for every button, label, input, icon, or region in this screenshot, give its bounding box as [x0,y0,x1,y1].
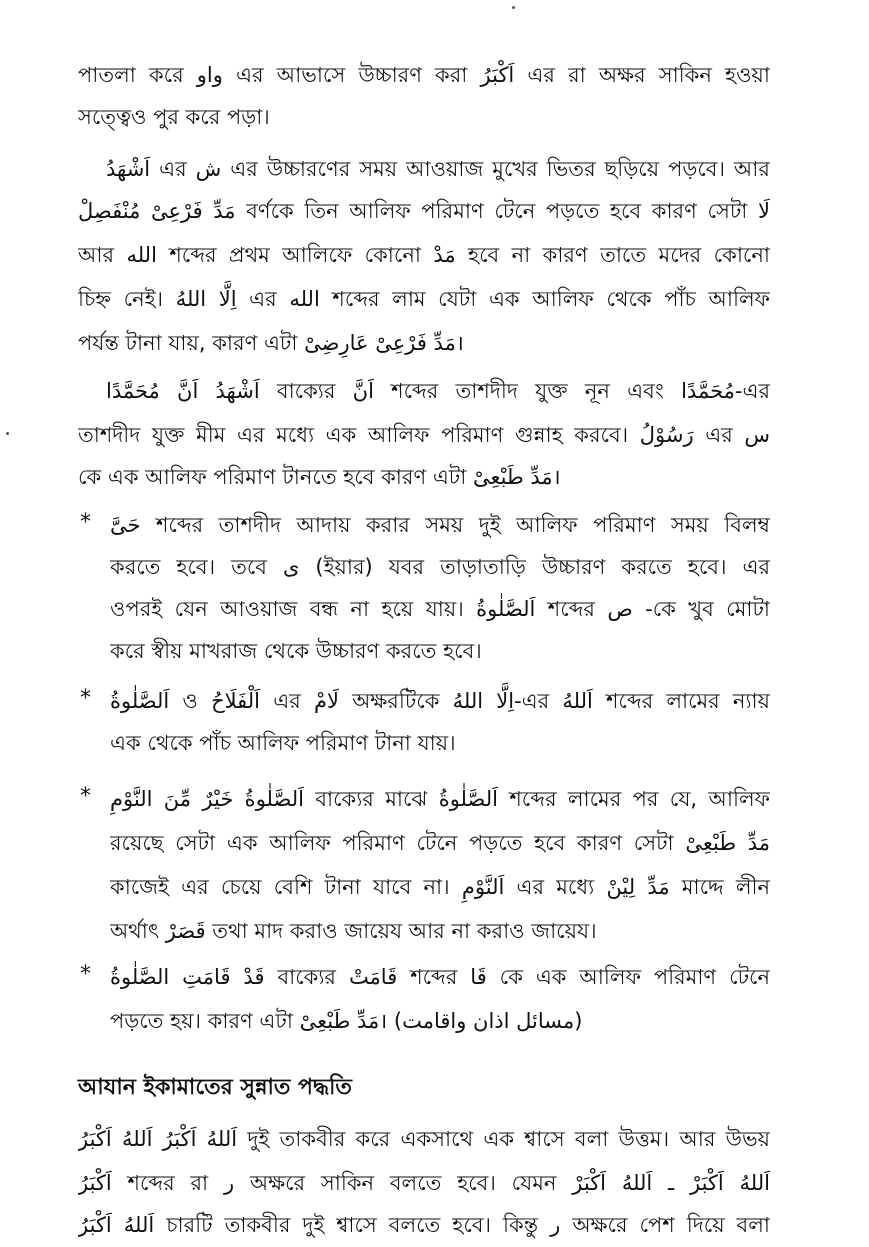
paragraph-line: اَشْهَدُ اَنَّ مُحَمَّدًا বাক্যের اَنَّ শব্দের তাশদীদ যুক্ত নূন এবং مُحَمَّدًا-এর [106,379,770,403]
bullet-marker: * [80,510,91,535]
bullet-line: ওপরই যেন আওয়াজ বন্ধ না হয়ে যায়। اَلصَّلٰوةُ শব্দের ص -কে খুব মোটা [110,597,770,621]
paragraph-line: তাশদীদ যুক্ত মীম এর মধ্যে এক আলিফ পরিমাণ গুন্নাহ করবে। رَسُوْلُ এর س [78,423,770,447]
bullet-marker: * [80,784,91,809]
bullet-line: অর্থাৎ قَصَرْ তথা মাদ করাও জায়েয আর না করাও জায়েয। [110,919,597,943]
bullet-line: করতে হবে। তবে ى (ইয়ার) যবর তাড়াতাড়ি উচ্চারণ করতে হবে। এর [110,555,770,579]
bullet-line: اَلصَّلٰوةُ خَيْرٌ مِّنَ النَّوْمِ বাক্যের মাঝে اَلصَّلٰوةُ শব্দের লামের পর যে, আলিফ [110,787,770,811]
paragraph-line: اَشْهَدُ এর ش এর উচ্চারণের সময় আওয়াজ মুখের ভিতর ছড়িয়ে পড়বে। আর [106,157,770,181]
paragraph-line: পাতলা করে واو এর আভাসে উচ্চারণ করা اَكْبَرُ এর রা অক্ষর সাকিন হওয়া [78,63,770,87]
bullet-line: اَلصَّلٰوةُ ও اَلْفَلَاحُ এর لَامْ অক্ষরটিকে اِلَّا اللهُ-এর اَللهُ শব্দের লামের ন্যায় [110,689,770,713]
section-heading: আযান ইকামাতের সুন্নাত পদ্ধতি [78,1075,352,1100]
bullet-line: حَىَّ শব্দের তাশদীদ আদায় করার সময় দুই আলিফ পরিমাণ সময় বিলম্ব [110,513,770,537]
paragraph-line: সত্ত্বেও পুর করে পড়া। [78,105,270,129]
paragraph-line: اَللهُ اَكْبَرُ চারটি তাকবীর দুই শ্বাসে বলতে হবে। কিন্তু ر অক্ষরে পেশ দিয়ে বলা [78,1213,770,1237]
bullet-marker: * [80,962,91,987]
page-speck [512,6,515,9]
paragraph-line: চিহ্ন নেই। اِلَّا اللهُ এর الله শব্দের লাম যেটা এক আলিফ থেকে পাঁচ আলিফ [78,287,770,311]
paragraph-line: আর الله শব্দের প্রথম আলিফে কোনো مَدْ হবে না কারণ তাতে মদের কোনো [78,243,770,267]
bullet-line: করে স্বীয় মাখরাজ থেকে উচ্চারণ করতে হবে। [110,639,482,663]
bullet-line: রয়েছে সেটা এক আলিফ পরিমাণ টেনে পড়তে হবে কারণ সেটা مَدِّ طَبْعِىْ [110,831,770,855]
bullet-line: এক থেকে পাঁচ আলিফ পরিমাণ টানা যায়। [110,731,456,755]
paragraph-line: পর্যন্ত টানা যায়, কারণ এটা مَدِّ فَرْعِىْ عَارِضِىْ। [78,331,464,355]
bullet-line: পড়তে হয়। কারণ এটা مَدِّ طَبْعِىْ। (مسائل اذان واقامت) [110,1009,583,1033]
bullet-marker: * [80,686,91,711]
paragraph-line: اَللهُ اَكْبَرُ اَللهُ اَكْبَرُ দুই তাকবীর করে একসাথে এক শ্বাসে বলা উত্তম। আর উভয় [78,1127,770,1151]
page-speck [6,432,9,435]
bullet-line: কাজেই এর চেয়ে বেশি টানা যাবে না। اَلنَّوْمِ এর মধ্যে مَدِّ لِيْنْ মাদ্দে লীন [110,875,770,899]
bullet-line: قَدْ قَامَتِ الصَّلٰوةُ বাক্যের قَامَتْ শব্দের قَا কে এক আলিফ পরিমাণ টেনে [110,965,770,989]
paragraph-line: مَدِّ فَرْعِىْ مُنْفَصِلْ বর্ণকে তিন আলিফ পরিমাণ টেনে পড়তে হবে কারণ সেটা لَا [78,199,770,223]
paragraph-line: اَكْبَرُ শব্দের রা ر অক্ষরে সাকিন বলতে হবে। যেমন اَللهُ اَكْبَرْ ـ اَللهُ اَكْبَرْ [78,1171,770,1195]
paragraph-line: কে এক আলিফ পরিমাণ টানতে হবে কারণ এটা مَدِّ طَبْعِىْ। [78,465,561,489]
